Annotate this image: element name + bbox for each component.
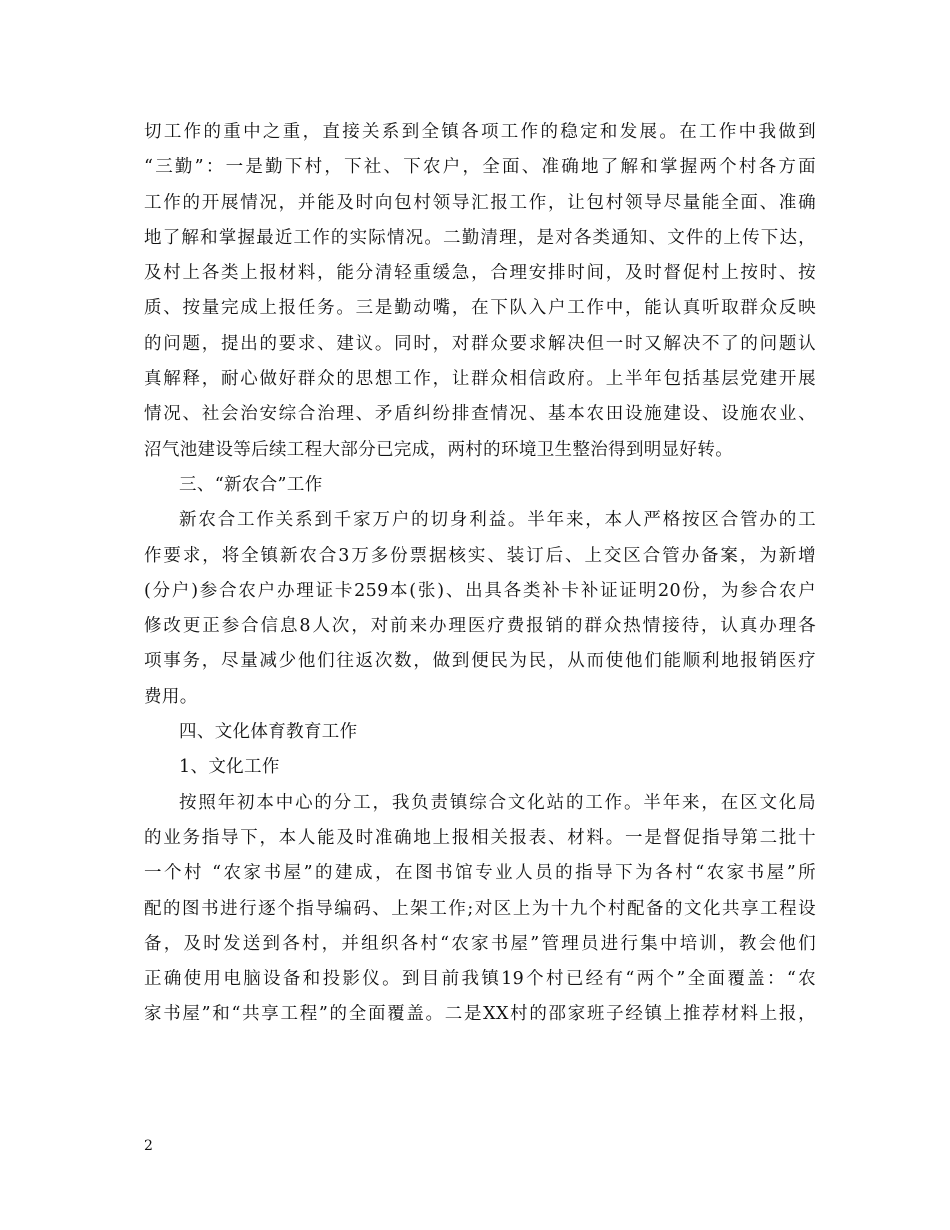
text-line: 切工作的重中之重，直接关系到全镇各项工作的稳定和发展。在工作中我做到 — [144, 122, 816, 142]
text-line: “三勤”：一是勤下村，下社、下农户，全面、准确地了解和掌握两个村各方面 — [144, 157, 816, 178]
body-text — [144, 115, 816, 1033]
text-line: 一个村 “农家书屋”的建成，在图书馆专业人员的指导下为各村“农家书屋”所 — [144, 863, 816, 884]
text-line: 费用。 — [144, 686, 198, 707]
page-number: 2 — [144, 1138, 153, 1154]
text-line: 的业务指导下，本人能及时准确地上报相关报表、材料。一是督促指导第二批十 — [144, 827, 816, 848]
text-line: 地了解和掌握最近工作的实际情况。二勤清理，是对各类通知、文件的上传下达， — [144, 227, 816, 248]
text-line: 质、按量完成上报任务。三是勤动嘴，在下队入户工作中，能认真听取群众反映 — [144, 298, 816, 319]
text-line: 正确使用电脑设备和投影仪。到目前我镇19个村已经有“两个”全面覆盖：“农 — [144, 969, 816, 990]
text-line: 及村上各类上报材料，能分清轻重缓急，合理安排时间，及时督促村上按时、按 — [144, 263, 816, 284]
text-line: 修改更正参合信息8人次，对前来办理医疗费报销的群众热情接待，认真办理各 — [144, 616, 816, 637]
section-heading: 四、文化体育教育工作 — [179, 722, 358, 743]
text-line: 新农合工作关系到千家万户的切身利益。半年来，本人严格按区合管办的工 — [179, 510, 816, 531]
text-line: 工作的开展情况，并能及时向包村领导汇报工作，让包村领导尽量能全面、准确 — [144, 192, 816, 213]
text-line: 备，及时发送到各村，并组织各村“农家书屋”管理员进行集中培训，教会他们 — [144, 933, 816, 954]
section-heading: 三、“新农合”工作 — [179, 474, 323, 495]
text-line: 按照年初本中心的分工，我负责镇综合文化站的工作。半年来，在区文化局 — [179, 792, 816, 813]
text-line: 配的图书进行逐个指导编码、上架工作;对区上为十九个村配备的文化共享工程设 — [144, 898, 816, 919]
text-line: 的问题，提出的要求、建议。同时，对群众要求解决但一时又解决不了的问题认 — [144, 333, 816, 354]
text-line: 沼气池建设等后续工程大部分已完成，两村的环境卫生整治得到明显好转。 — [144, 439, 734, 460]
subsection-heading: 1、文化工作 — [179, 757, 280, 778]
text-line: 真解释，耐心做好群众的思想工作，让群众相信政府。上半年包括基层党建开展 — [144, 369, 816, 390]
text-line: 作要求，将全镇新农合3万多份票据核实、装订后、上交区合管办备案，为新增 — [144, 545, 816, 566]
text-line: 家书屋”和“共享工程”的全面覆盖。二是XX村的邵家班子经镇上推荐材料上报， — [144, 1004, 816, 1025]
text-line: 情况、社会治安综合治理、矛盾纠纷排查情况、基本农田设施建设、设施农业、 — [144, 404, 816, 425]
text-line: (分户)参合农户办理证卡259本(张)、出具各类补卡补证证明20份，为参合农户 — [144, 580, 816, 601]
text-line: 项事务，尽量减少他们往返次数，做到便民为民，从而使他们能顺利地报销医疗 — [144, 651, 816, 672]
